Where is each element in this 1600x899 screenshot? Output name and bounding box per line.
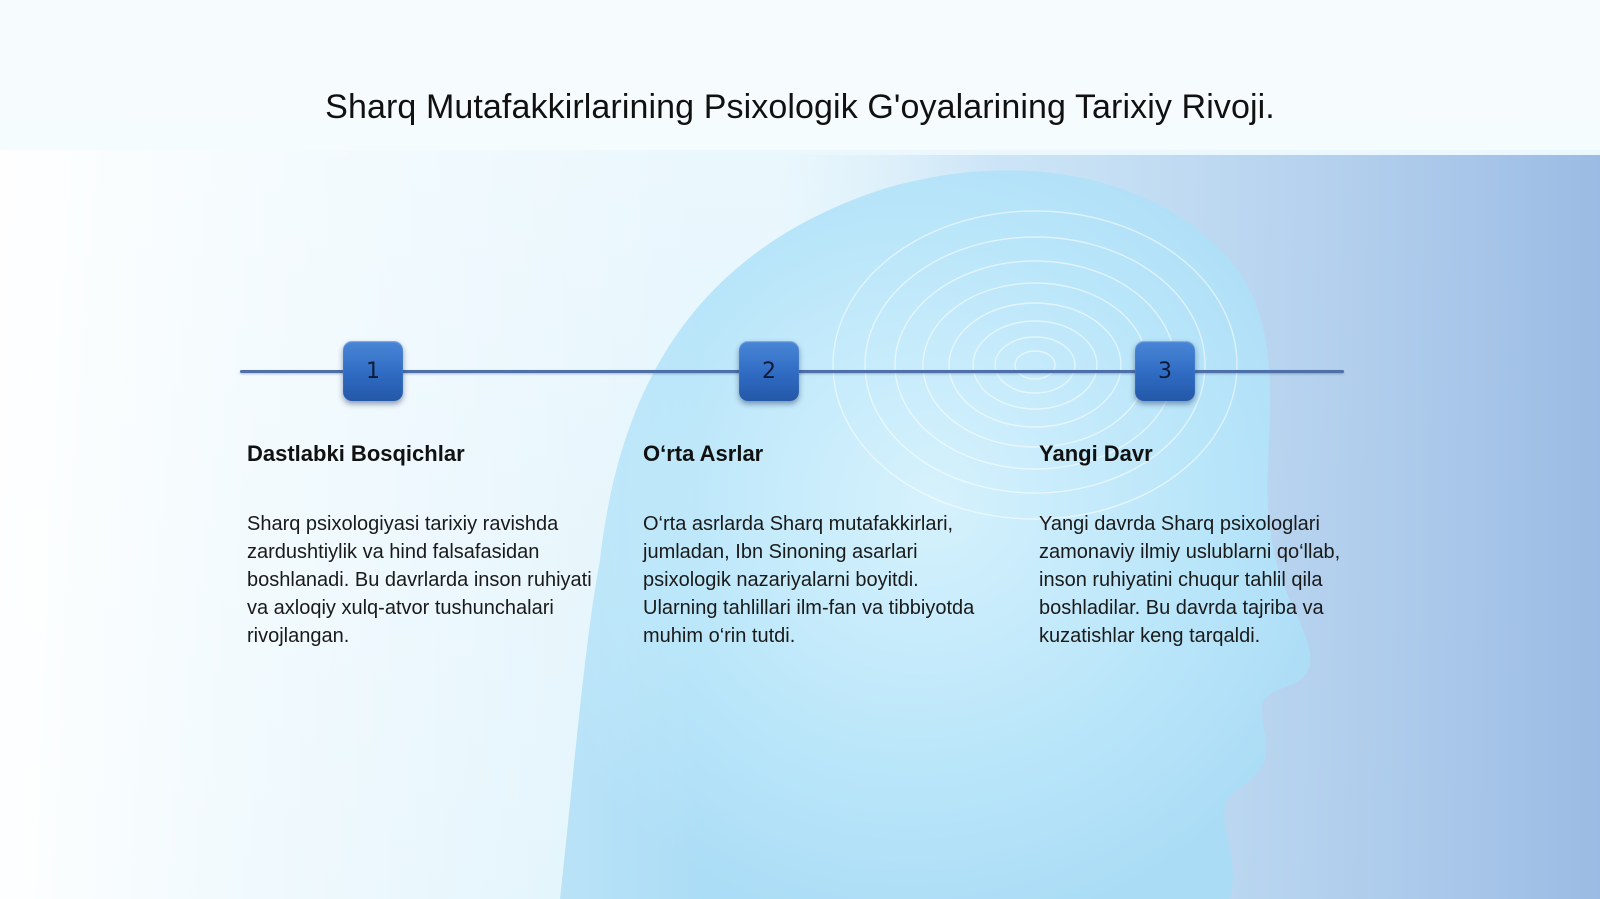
timeline-stage-2 bbox=[643, 438, 993, 650]
timeline-marker-3: 3 bbox=[1135, 341, 1195, 401]
timeline-stage-3 bbox=[1039, 438, 1389, 650]
timeline-stage-1 bbox=[247, 438, 597, 650]
stage-title: Dastlabki Bosqichlar bbox=[247, 441, 465, 466]
stage-description: Sharq psixologiyasi tarixiy ravishda zardushtiylik va hind falsafasidan boshlanadi. Bu davrlarda inson ruhiyati va axloqiy xulq-atvor tushunchalari rivojlangan. bbox=[247, 513, 592, 647]
stage-description: Yangi davrda Sharq psixologlari zamonaviy ilmiy uslublarni qo‘llab, inson ruhiyatini chuqur tahlil qila boshladilar. Bu davrda tajriba va kuzatishlar keng tarqaldi. bbox=[1039, 513, 1341, 647]
stage-title: O‘rta Asrlar bbox=[643, 441, 764, 466]
timeline-marker-2: 2 bbox=[739, 341, 799, 401]
slide-title: Sharq Mutafakkirlarining Psixologik G'oyalarining Tarixiy Rivoji. bbox=[325, 88, 1275, 126]
timeline-marker-1: 1 bbox=[343, 341, 403, 401]
stage-title: Yangi Davr bbox=[1039, 441, 1153, 466]
stage-description: O‘rta asrlarda Sharq mutafakkirlari, jumladan, Ibn Sinoning asarlari psixologik nazariyalarni boyitdi. Ularning tahlillari ilm-fan va tibbiyotda muhim o‘rin tutdi. bbox=[643, 513, 975, 647]
